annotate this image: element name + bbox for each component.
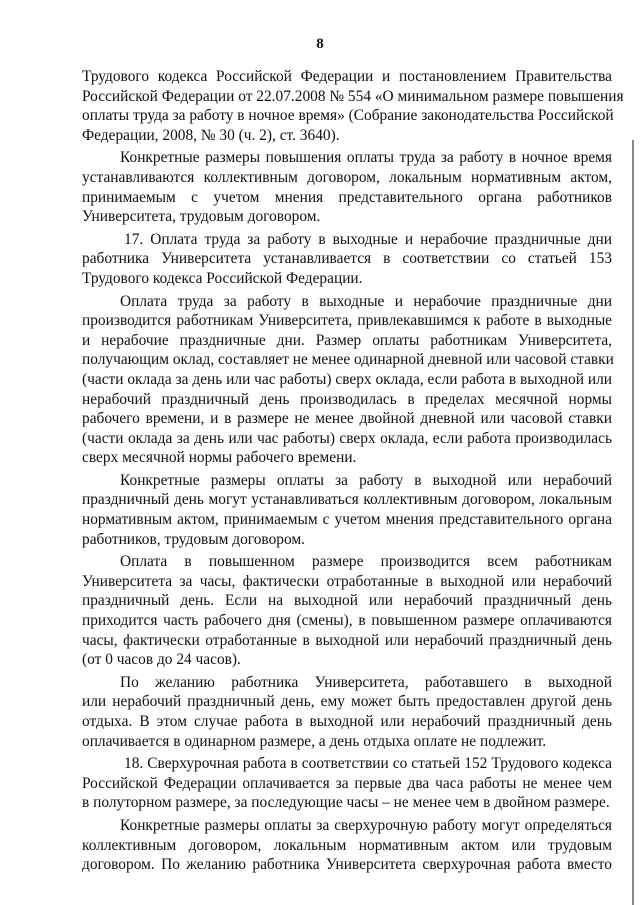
paragraph xyxy=(82,471,612,549)
paragraph xyxy=(82,230,612,289)
text-line: (от 0 часов до 24 часов). xyxy=(82,651,241,669)
text-line: оплачивается в одинарном размере, а день отдыха оплате не подлежит. xyxy=(82,732,547,750)
text-line: нерабочий праздничный день производилась в пределах месячной нормы xyxy=(82,390,612,408)
text-line: праздничный день. Если на выходной или нерабочий праздничный день xyxy=(82,592,612,610)
text-line: Российской Федерации от 22.07.2008 № 554 «О минимальном размере повышения xyxy=(82,87,624,105)
page-number: 8 xyxy=(316,36,324,52)
text-line: Университета, трудовым договором. xyxy=(82,208,321,226)
text-line: Конкретные размеры оплаты за работу в выходной или нерабочий xyxy=(120,471,612,489)
text-line: работников, трудовым договором. xyxy=(82,530,305,548)
text-line: коллективным договором, локальным нормативным актом или трудовым xyxy=(82,836,612,854)
text-line: Федерации, 2008, № 30 (ч. 2), ст. 3640). xyxy=(82,126,340,144)
text-line: работника Университета устанавливается в соответствии со статьей 153 xyxy=(82,250,612,268)
text-line: получающим оклад, составляет не менее одинарной дневной или часовой ставки xyxy=(82,351,614,369)
text-line: Оплата труда за работу в выходные и нерабочие праздничные дни xyxy=(120,292,612,310)
text-line: По желанию работника Университета, работавшего в выходной xyxy=(120,673,612,691)
text-line: Трудового кодекса Российской Федерации. xyxy=(82,269,363,287)
text-line: 18. Сверхурочная работа в соответствии со статьей 152 Трудового кодекса xyxy=(124,755,612,773)
paragraph xyxy=(82,148,612,226)
paragraph xyxy=(82,67,624,145)
paragraph xyxy=(82,292,612,468)
paragraph xyxy=(82,552,612,670)
paragraph xyxy=(82,673,612,751)
text-line: (части оклада за день или час работы) сверх оклада, если работа в выходной или xyxy=(82,370,612,388)
text-line: устанавливаются коллективным договором, локальным нормативным актом, xyxy=(82,168,612,186)
paragraph xyxy=(82,816,612,875)
text-line: оплаты труда за работу в ночное время» (Собрание законодательства Российской xyxy=(82,107,614,125)
text-line: праздничный день могут устанавливаться коллективным договором, локальным xyxy=(82,491,612,509)
text-line: принимаемым с учетом мнения представительного органа работников xyxy=(82,188,612,206)
scan-edge xyxy=(632,140,634,905)
document-body xyxy=(82,67,624,878)
text-line: или нерабочий праздничный день, ему может быть предоставлен другой день xyxy=(82,693,612,711)
text-line: в полуторном размере, за последующие часы – не менее чем в двойном размере. xyxy=(82,794,610,812)
text-line: сверх месячной нормы рабочего времени. xyxy=(82,449,357,467)
text-line: Конкретные размеры оплаты за сверхурочную работу могут определяться xyxy=(120,816,612,834)
text-line: договором. По желанию работника Университета сверхурочная работа вместо xyxy=(82,856,612,874)
text-line: Оплата в повышенном размере производится всем работникам xyxy=(120,553,612,571)
text-line: Трудового кодекса Российской Федерации и постановлением Правительства xyxy=(82,68,612,85)
paragraph xyxy=(82,754,612,813)
text-line: приходится часть рабочего дня (смены), в повышенном размере оплачиваются xyxy=(82,612,612,630)
text-line: (части оклада за день или час работы) сверх оклада, если работа производилась xyxy=(82,429,612,447)
text-line: часы, фактически отработанные в выходной или нерабочий праздничный день xyxy=(82,631,612,649)
text-line: Конкретные размеры повышения оплаты труда за работу в ночное время xyxy=(120,149,612,167)
text-line: Российской Федерации оплачивается за первые два часа работы не менее чем xyxy=(82,774,612,792)
text-line: и нерабочие праздничные дни. Размер оплаты работникам Университета, xyxy=(82,331,612,349)
text-line: нормативным актом, принимаемым с учетом мнения представительного органа xyxy=(82,511,612,529)
text-line: рабочего времени, и в размере не менее двойной дневной или часовой ставки xyxy=(82,410,612,428)
text-line: Университета за часы, фактически отработанные в выходной или нерабочий xyxy=(82,572,612,590)
text-line: отдыха. В этом случае работа в выходной или нерабочий праздничный день xyxy=(82,713,612,730)
text-line: 17. Оплата труда за работу в выходные и нерабочие праздничные дни xyxy=(124,230,612,248)
text-line: производится работникам Университета, привлекавшимся к работе в выходные xyxy=(82,312,612,330)
